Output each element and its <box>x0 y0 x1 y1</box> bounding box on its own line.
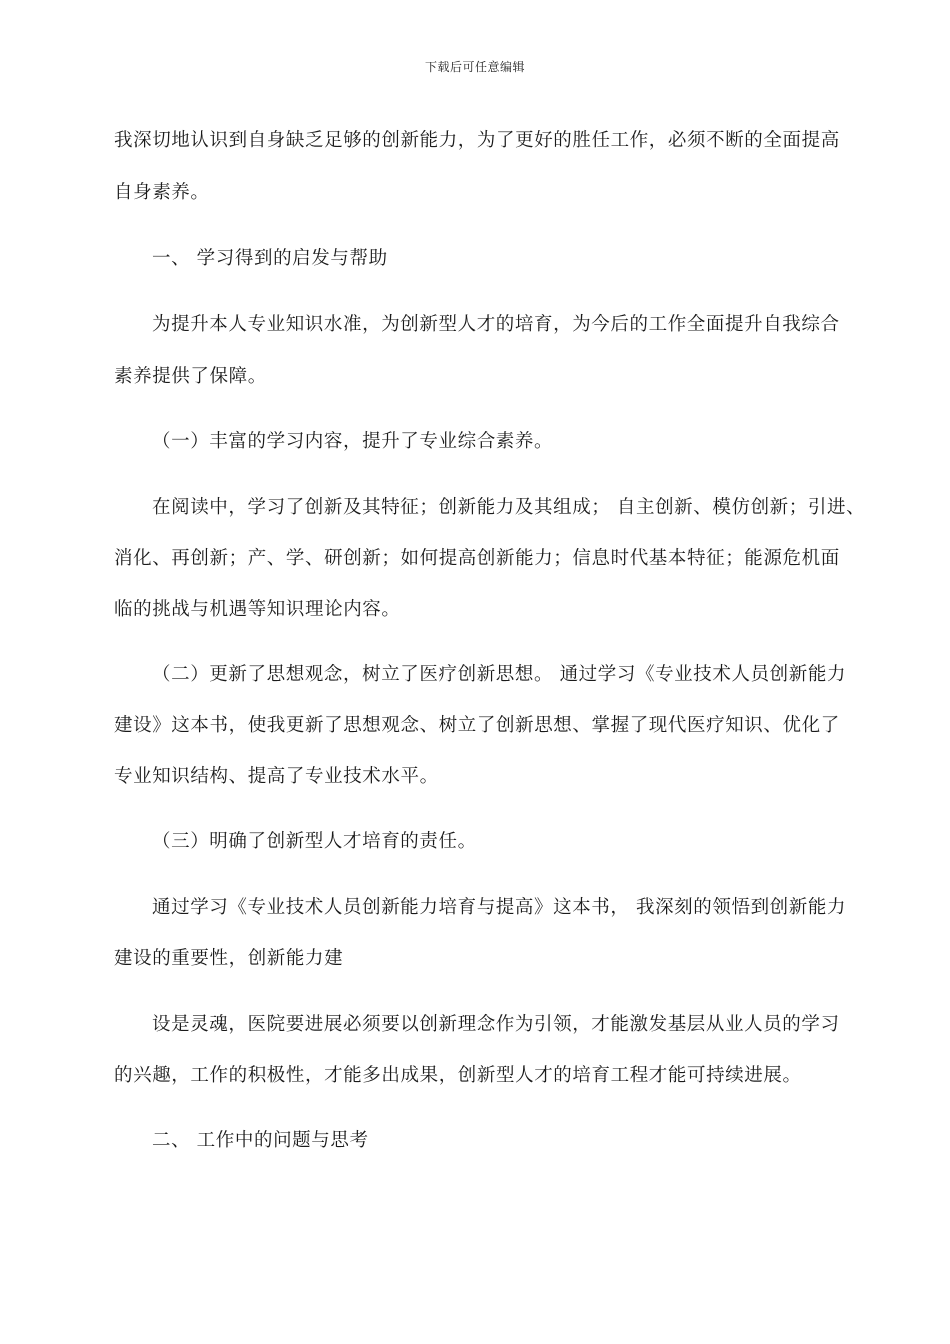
section-heading: 二、 工作中的问题与思考 <box>152 1130 369 1151</box>
paragraph-line: 在阅读中，学习了创新及其特征；创新能力及其组成； 自主创新、模仿创新；引进、 <box>152 497 866 518</box>
section-heading: 一、 学习得到的启发与帮助 <box>152 248 388 269</box>
subsection-heading: （一）丰富的学习内容，提升了专业综合素养。 <box>152 431 554 452</box>
paragraph-line: 为提升本人专业知识水准，为创新型人才的培育，为今后的工作全面提升自我综合 <box>152 314 840 335</box>
paragraph-line: 建设》这本书，使我更新了思想观念、树立了创新思想、掌握了现代医疗知识、优化了 <box>114 715 840 736</box>
paragraph-line: 建设的重要性，创新能力建 <box>114 948 344 969</box>
paragraph-line: 临的挑战与机遇等知识理论内容。 <box>114 599 401 620</box>
paragraph-line: 通过学习《专业技术人员创新能力培育与提高》这本书， 我深刻的领悟到创新能力 <box>152 897 847 918</box>
subsection-heading: （二）更新了思想观念，树立了医疗创新思想。 通过学习《专业技术人员创新能力 <box>152 664 847 685</box>
page-header: 下载后可任意编辑 <box>424 60 525 74</box>
paragraph-line: 专业知识结构、提高了专业技术水平。 <box>114 766 439 787</box>
paragraph-line: 素养提供了保障。 <box>114 366 267 387</box>
paragraph-line: 设是灵魂，医院要进展必须要以创新理念作为引领，才能激发基层从业人员的学习 <box>152 1014 840 1035</box>
paragraph-line: 自身素养。 <box>114 182 210 203</box>
paragraph-line: 我深切地认识到自身缺乏足够的创新能力，为了更好的胜任工作，必须不断的全面提高 <box>114 130 840 151</box>
paragraph-line: 的兴趣，工作的积极性，才能多出成果，创新型人才的培育工程才能可持续进展。 <box>114 1065 802 1086</box>
paragraph-line: 消化、再创新；产、学、研创新；如何提高创新能力；信息时代基本特征；能源危机面 <box>114 548 840 569</box>
subsection-heading: （三）明确了创新型人才培育的责任。 <box>152 831 477 852</box>
